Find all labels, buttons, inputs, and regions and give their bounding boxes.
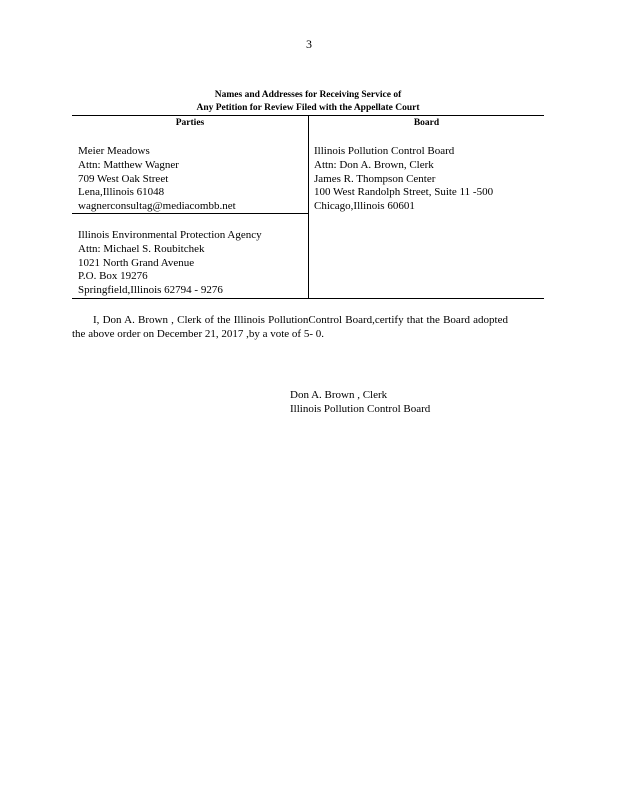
party-address-iepa [78,229,262,298]
party-city: Springfield,Illinois 62794 - 9276 [78,284,223,297]
party-pobox: P.O. Box 19276 [78,270,148,283]
board-building: James R. Thompson Center [314,172,436,185]
service-heading-line-1: Names and Addresses for Receiving Service of [214,90,402,100]
board-attn: Attn: Don A. Brown, Clerk [314,158,434,171]
party-address-meier-meadows [78,145,236,214]
party-city: Lena,Illinois 61048 [78,186,165,199]
board-street: 100 West Randolph Street, Suite 11 -500 [314,186,494,199]
column-header-board: Board [413,118,440,128]
page-number: 3 [306,37,312,51]
party-attn: Attn: Michael S. Roubitchek [78,242,205,255]
board-name: Illinois Pollution Control Board [314,145,455,157]
service-heading-line-2: Any Petition for Review Filed with the Appellate Court [196,103,420,113]
board-city: Chicago,Illinois 60601 [314,200,415,213]
party-attn: Attn: Matthew Wagner [78,158,179,171]
party-name: Illinois Environmental Protection Agency [78,229,262,241]
party-name: Meier Meadows [78,145,150,157]
party-email: wagnerconsultag@mediacombb.net [78,200,236,213]
column-header-parties: Parties [175,118,205,128]
table-column-divider [308,115,309,298]
party-street: 1021 North Grand Avenue [78,256,195,269]
signature-block [290,389,430,416]
clerk-certification: I, Don A. Brown , Clerk of the Illinois PollutionControl Board,certify that the Board adopted the above order on December 21, 2017 ,by a vote of 5- 0. [72,314,508,340]
party-street: 709 West Oak Street [78,172,169,185]
board-address [314,145,493,214]
signature-title: Illinois Pollution Control Board [290,402,431,415]
signature-name: Don A. Brown , Clerk [290,389,388,401]
